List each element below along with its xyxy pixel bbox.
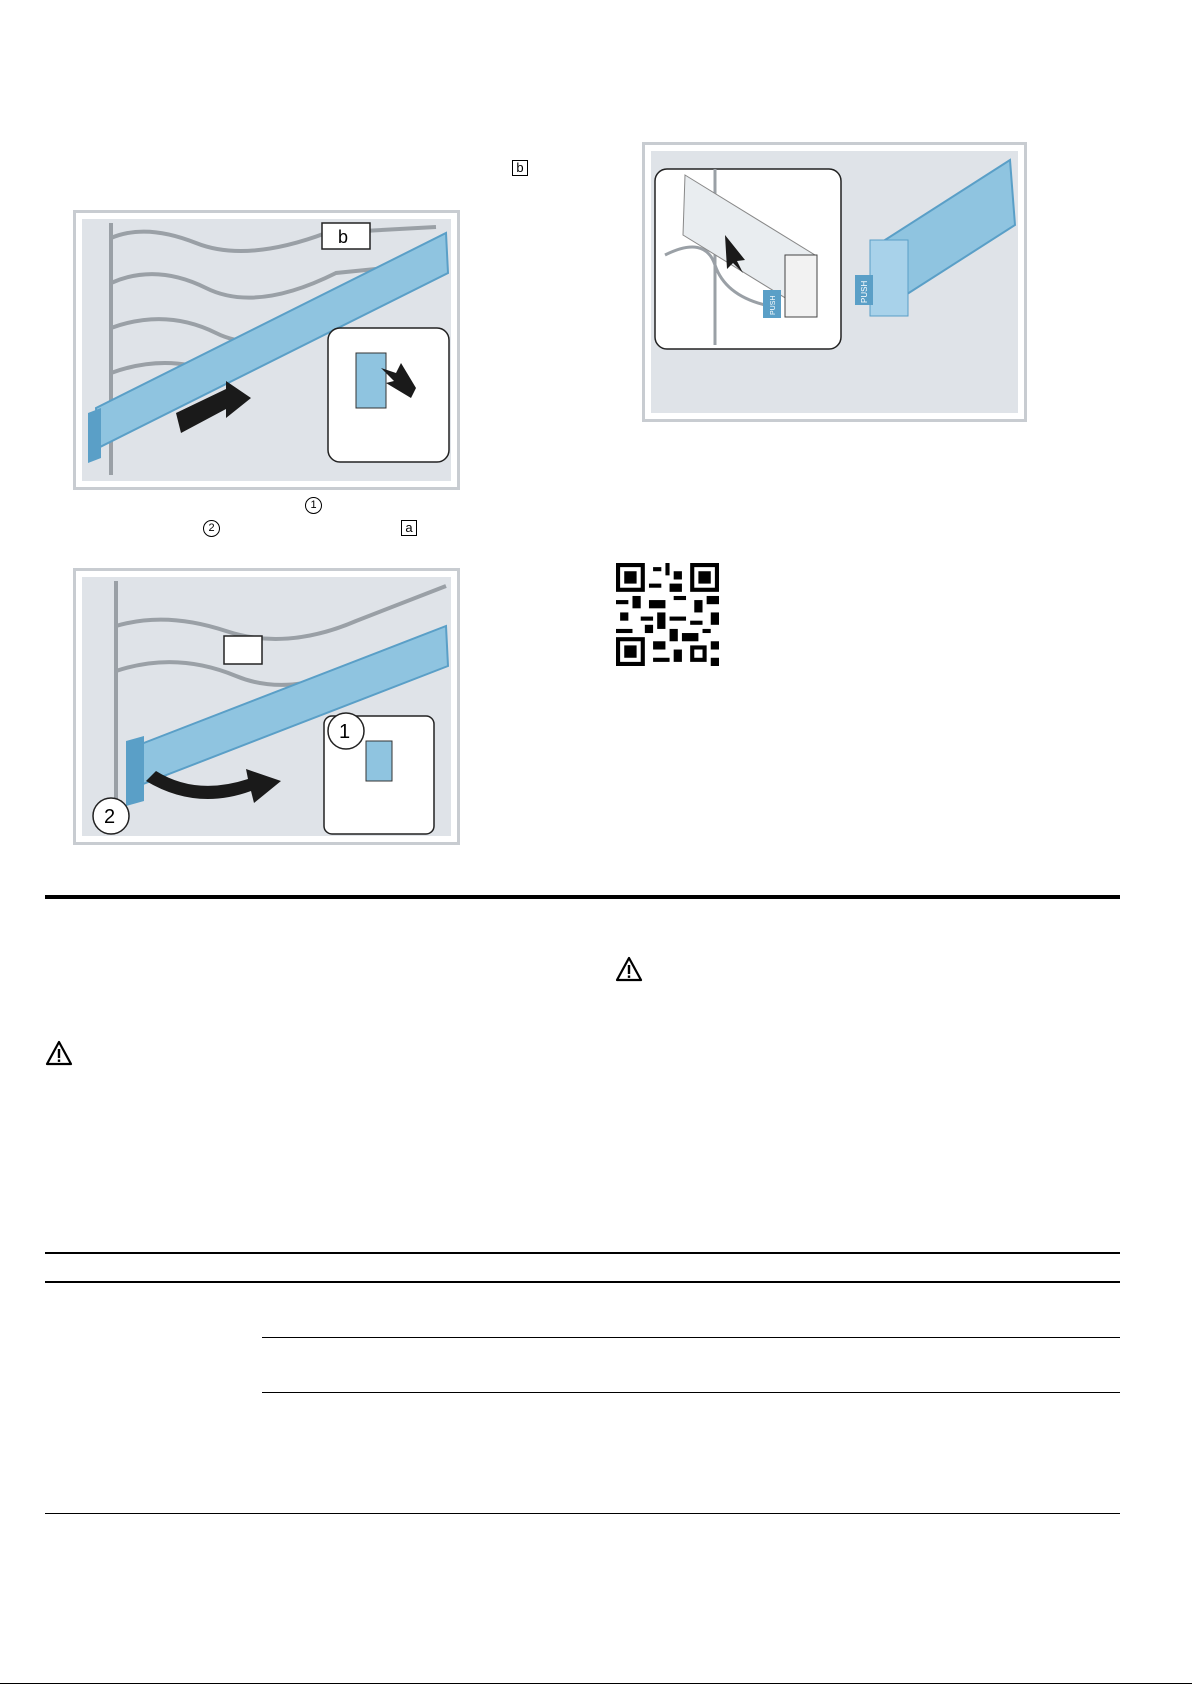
figure2-label-1: 1	[339, 721, 351, 743]
figure-rail-insert-drawing	[76, 213, 457, 487]
table-row-rule	[262, 1392, 1120, 1393]
figure3-push-right: PUSH	[860, 280, 869, 303]
figure-rail-remove-drawing	[76, 571, 457, 842]
figure3-push-left: PUSH	[770, 295, 777, 315]
page-bottom-rule	[0, 1683, 1192, 1684]
figure-push-detail-drawing	[645, 145, 1024, 419]
warning-icon	[615, 956, 643, 982]
qr-code-icon	[616, 563, 719, 666]
table-row-rule	[262, 1337, 1120, 1338]
figure-rail-remove	[73, 568, 460, 845]
figure2-label-2: 2	[104, 806, 116, 828]
callout-square-a: a	[401, 520, 417, 536]
warning-icon	[45, 1040, 73, 1066]
callout-circle-1: 1	[305, 497, 322, 514]
figure1-label-b: b	[338, 227, 349, 247]
figure-push-detail	[642, 142, 1027, 422]
figure-rail-insert	[73, 210, 460, 490]
callout-circle-2: 2	[203, 520, 220, 537]
callout-square-b: b	[512, 160, 528, 176]
table-bottom-rule	[45, 1513, 1120, 1514]
section-divider	[45, 895, 1120, 899]
table-top-rule	[45, 1252, 1120, 1254]
table-header-rule	[45, 1281, 1120, 1283]
